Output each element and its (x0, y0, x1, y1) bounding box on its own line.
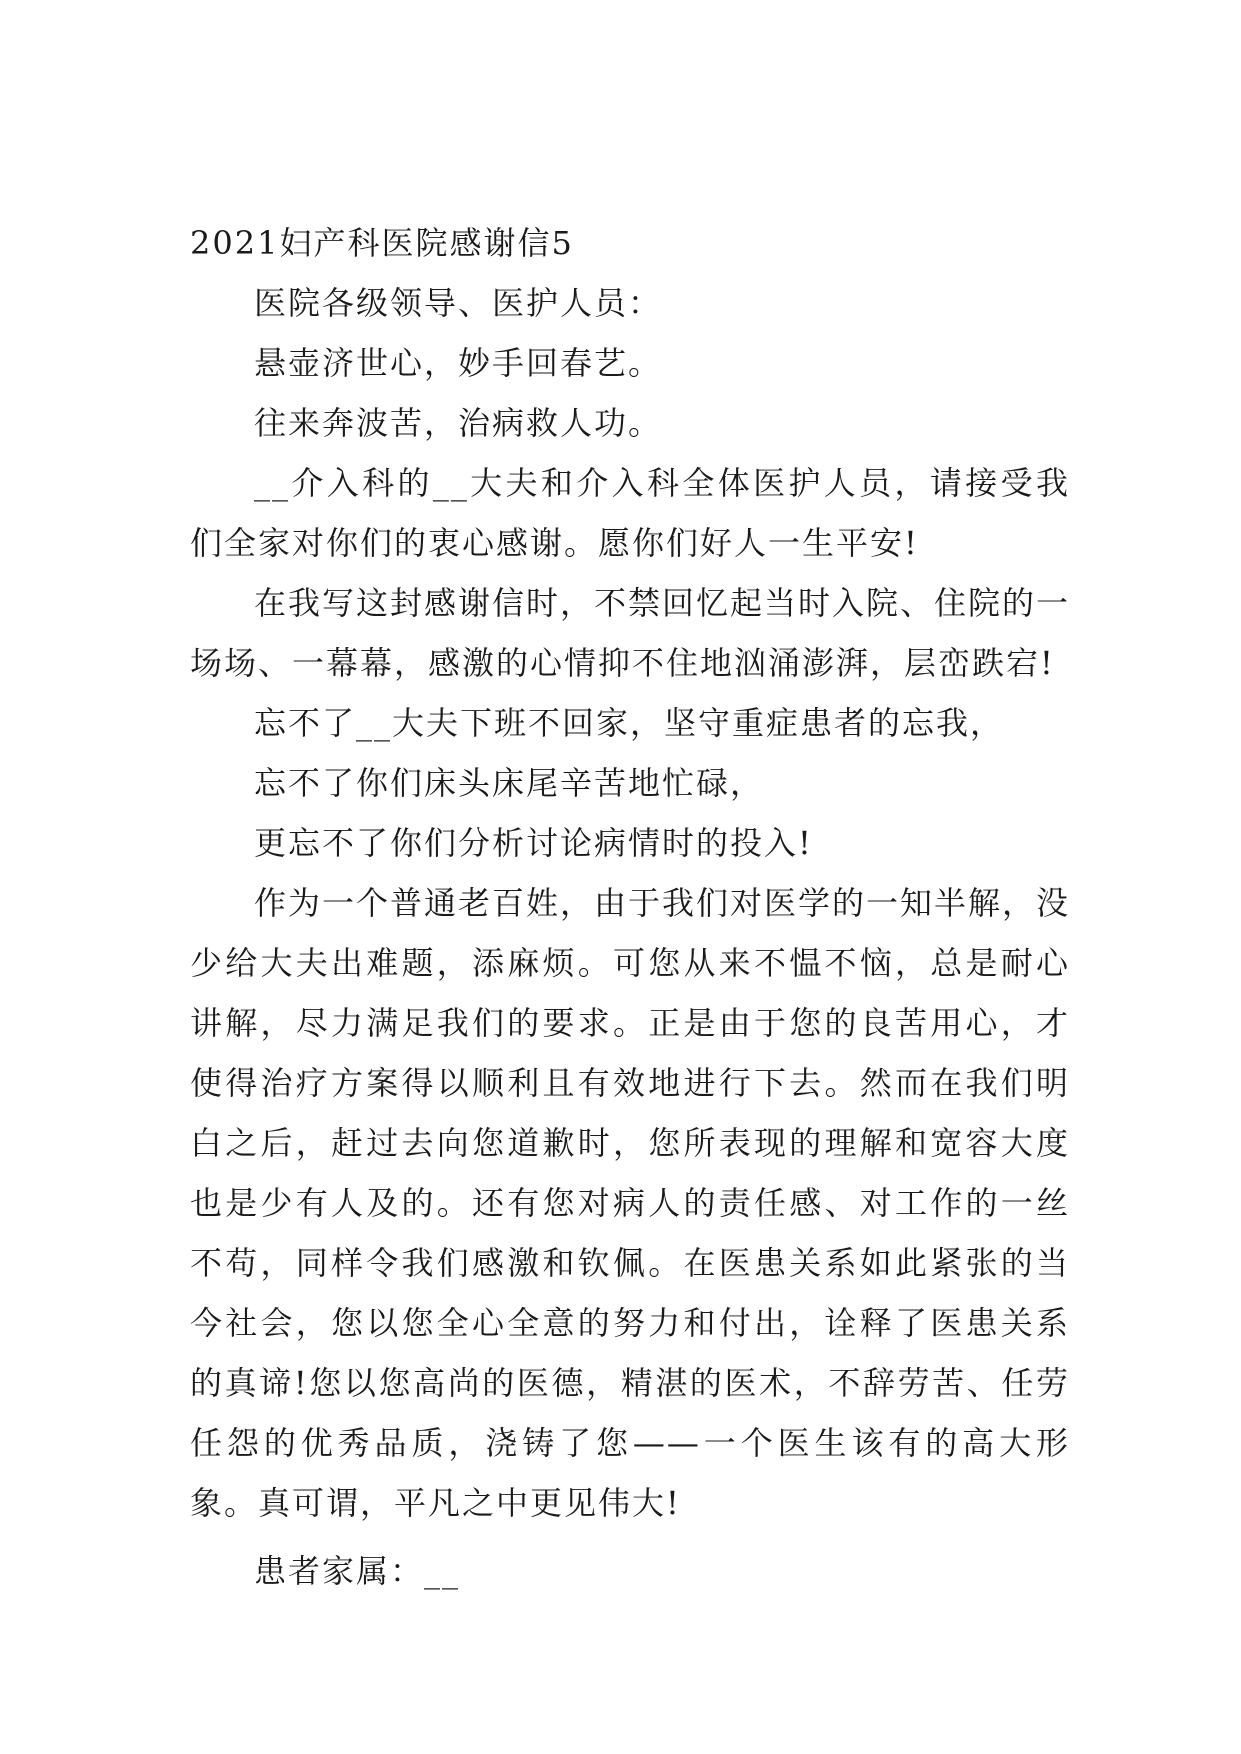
couplet-line-2: 往来奔波苦，治病救人功。 (254, 404, 663, 442)
letter-body (190, 213, 1070, 1601)
praise-paragraph: 作为一个普通老百姓，由于我们对医学的一知半解，没少给大夫出难题，添麻烦。可您从来不愠不恼，总是耐心讲解，尽力满足我们的要求。正是由于您的良苦用心，才使得治疗方案得以顺利且有效地进行下去。然而在我们明白之后，赶过去向您道歉时，您所表现的理解和宽容大度也是少有人及的。还有您对病人的责任感、对工作的一丝不苟，同样令我们感激和钦佩。在医患关系如此紧张的当今社会，您以您全心全意的努力和付出，诠释了医患关系的真谛!您以您高尚的医德，精湛的医术，不辞劳苦、任劳任怨的优秀品质，浇铸了您——一个医生该有的高大形象。真可谓，平凡之中更见伟大! (190, 884, 1071, 1522)
letter-title: 2021妇产科医院感谢信5 (190, 224, 574, 262)
salutation: 医院各级领导、医护人员： (254, 284, 663, 322)
unforgettable-line-3: 更忘不了你们分析讨论病情时的投入! (254, 824, 813, 862)
gratitude-paragraph: __介入科的__大夫和介入科全体医护人员，请接受我们全家对你们的衷心感谢。愿你们好人一生平安! (190, 464, 1070, 562)
unforgettable-line-2: 忘不了你们床头床尾辛苦地忙碌， (254, 764, 765, 802)
unforgettable-line-1: 忘不了__大夫下班不回家，坚守重症患者的忘我， (254, 704, 1005, 742)
signature-line: 患者家属：__ (254, 1552, 461, 1590)
couplet-line-1: 悬壶济世心，妙手回春艺。 (254, 344, 663, 382)
memory-paragraph: 在我写这封感谢信时，不禁回忆起当时入院、住院的一场场、一幕幕，感激的心情抑不住地汹涌澎湃，层峦跌宕! (190, 584, 1071, 682)
